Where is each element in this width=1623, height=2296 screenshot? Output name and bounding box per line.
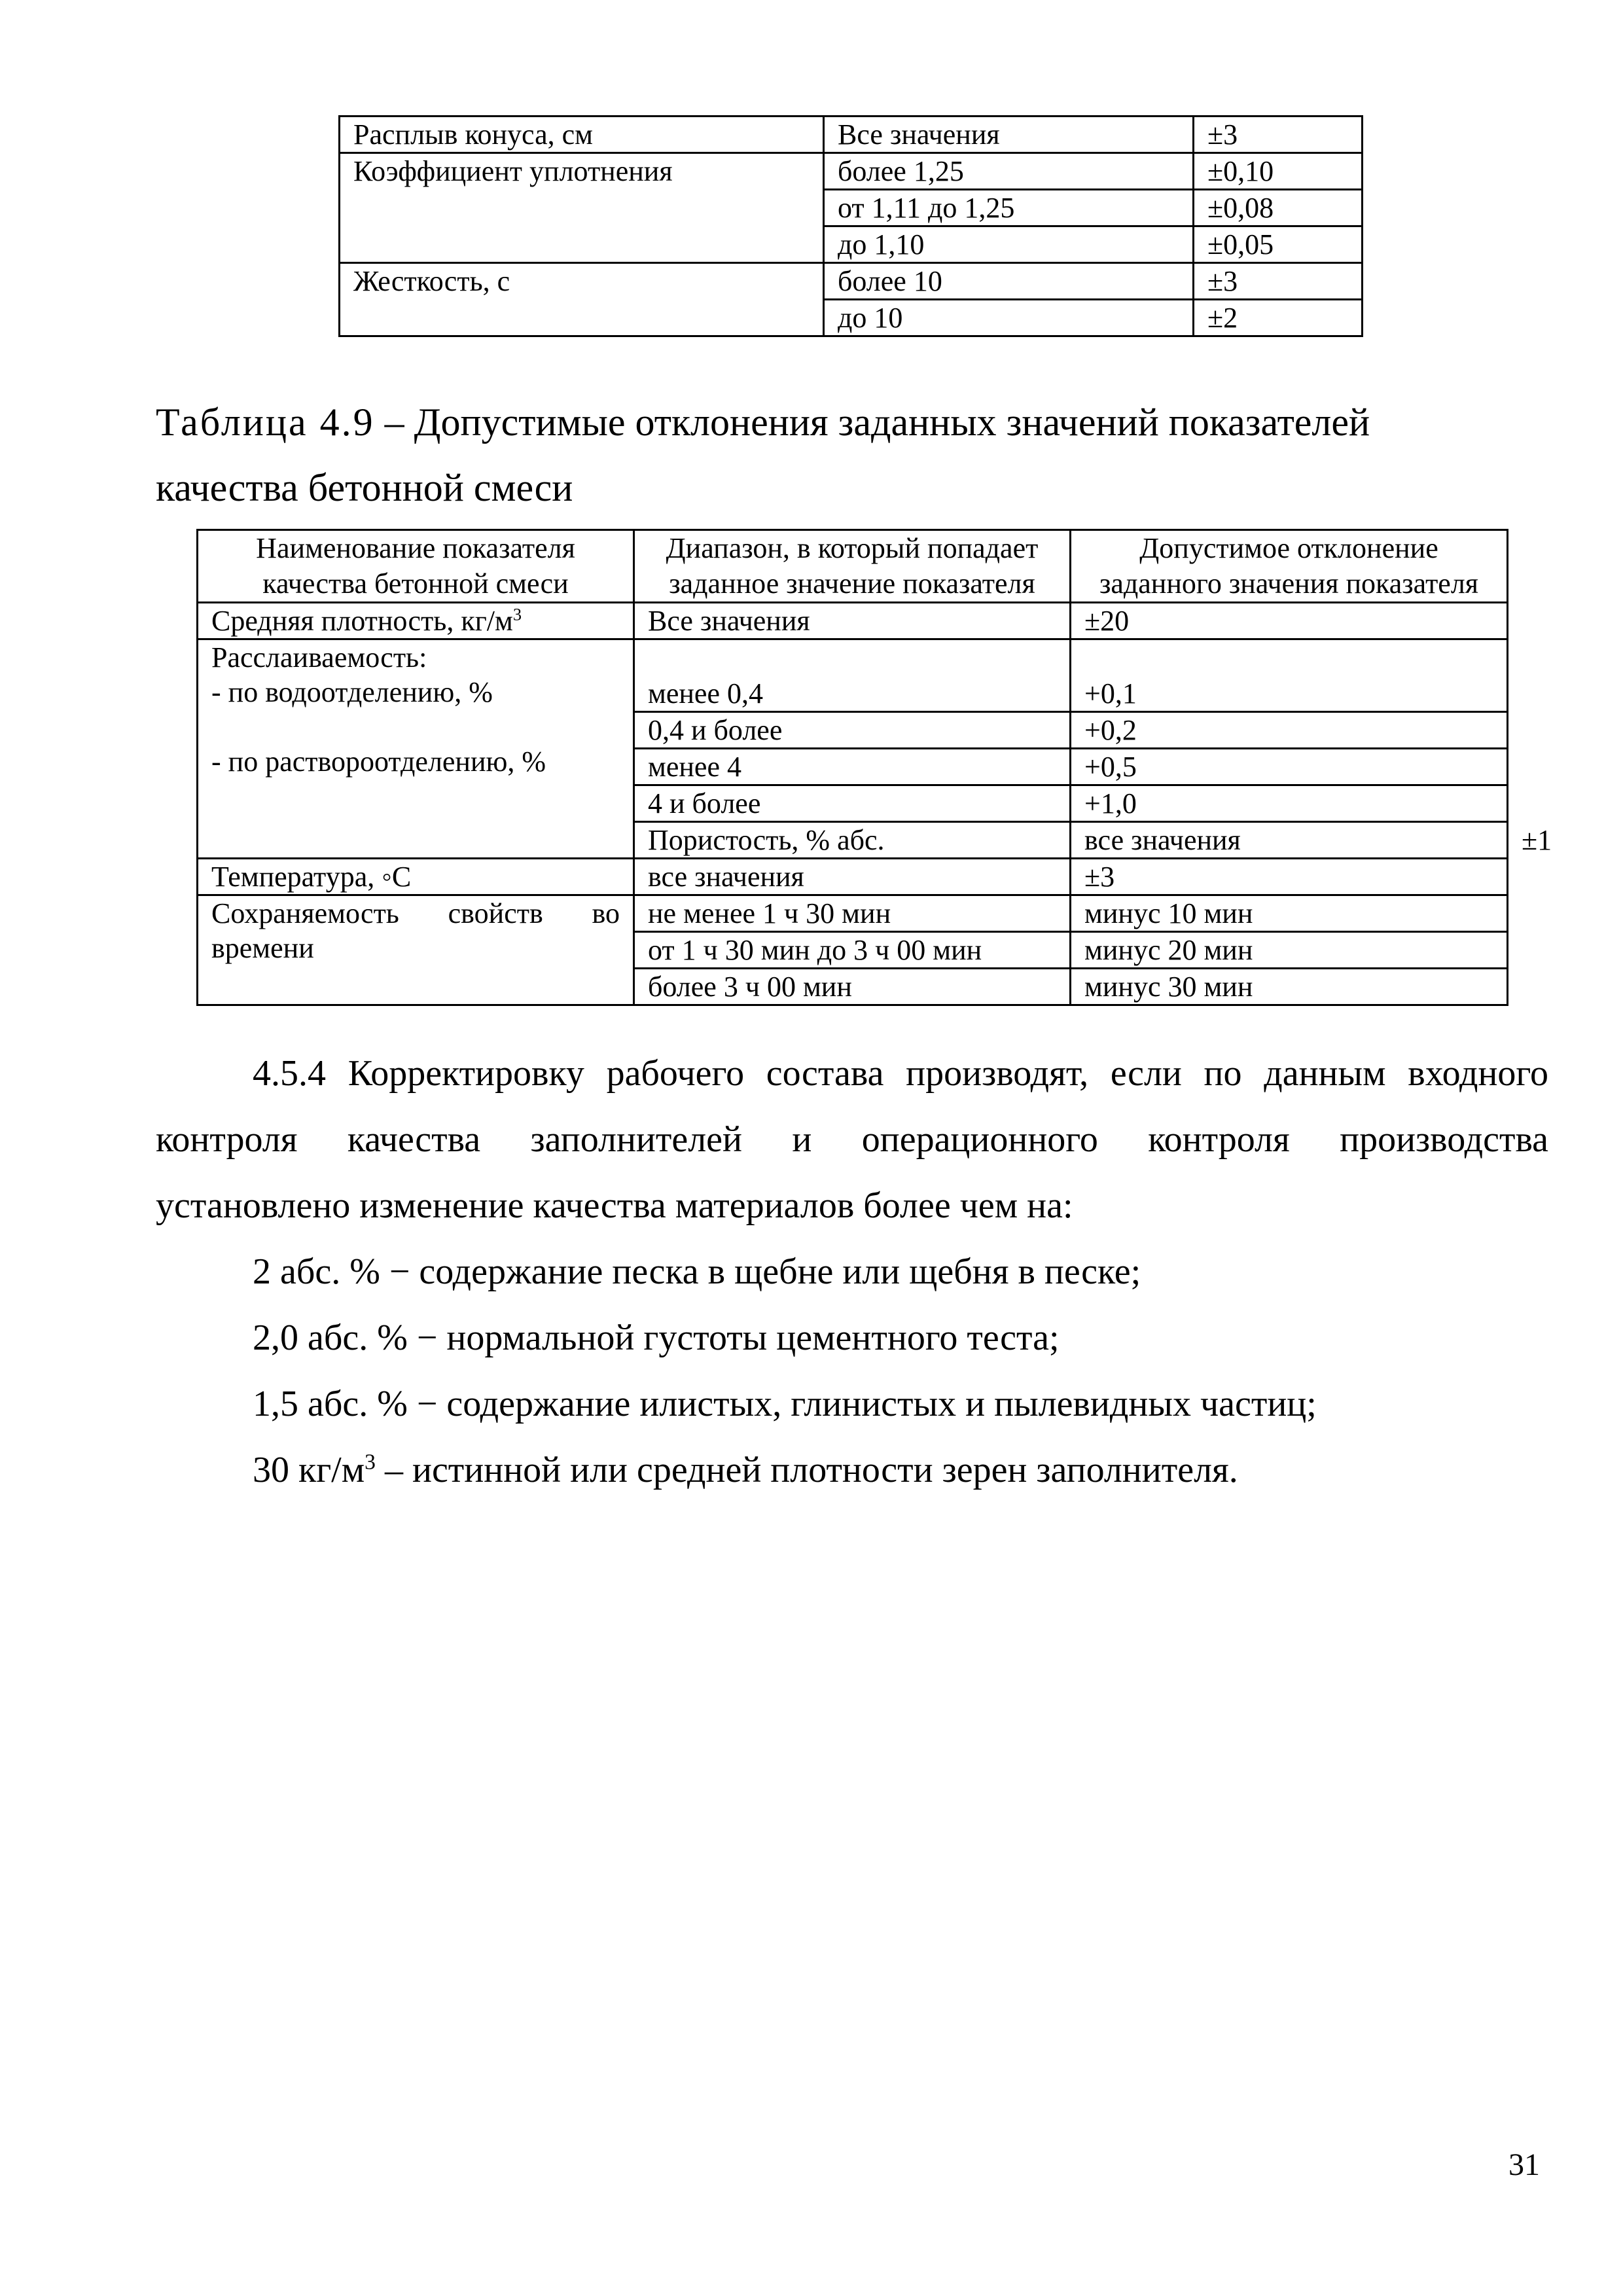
table-4-9 (196, 529, 1552, 1006)
table-cell: +0,1 (1071, 639, 1508, 712)
table-cell: Температура, ◦С (198, 859, 634, 895)
water-separation-label: - по водоотделению, % (211, 676, 493, 708)
table-cell: ±3 (1194, 263, 1363, 300)
table-row (198, 603, 1508, 639)
paragraph-4-5-4 (156, 1041, 1548, 1239)
table-cell: +0,5 (1071, 749, 1508, 785)
density-label: Средняя плотность, кг/м (211, 605, 513, 637)
table-cell: ±0,10 (1194, 153, 1363, 190)
table-cell: 4 и более (634, 785, 1071, 822)
table-row (340, 153, 1363, 190)
table-cell: Сохраняемость свойств во времени (198, 895, 634, 1005)
table-row (198, 639, 1508, 712)
table-cell (198, 603, 634, 639)
column-header: Диапазон, в который попадает заданное значение показателя (634, 530, 1071, 603)
table-cell: Все значения (634, 603, 1071, 639)
table-cell: до 1,10 (824, 226, 1194, 263)
table-cell: ±3 (1071, 859, 1508, 895)
table-cell: Жесткость, с (340, 263, 824, 336)
table-cell: от 1 ч 30 мин до 3 ч 00 мин (634, 932, 1071, 969)
paragraph-line: контроля качества заполнителей и операционного контроля производства (156, 1119, 1548, 1160)
table-cell: +0,2 (1071, 712, 1508, 749)
mortar-separation-label: - по раствороотделению, % (211, 745, 546, 778)
table-cell: +1,0 (1071, 785, 1508, 822)
column-header: Наименование показателя качества бетонной смеси (198, 530, 634, 603)
continuation-table (338, 115, 1363, 337)
table-row (340, 117, 1363, 153)
table-header-row (198, 530, 1508, 603)
table-cell: до 10 (824, 300, 1194, 336)
list-item: 1,5 абс. % − содержание илистых, глинистых и пылевидных частиц; (253, 1384, 1317, 1424)
unit-exponent: 3 (365, 1450, 376, 1475)
table-cell: все значения (634, 859, 1071, 895)
table-cell: более 10 (824, 263, 1194, 300)
table-cell: более 3 ч 00 мин (634, 969, 1071, 1005)
table-cell: ±2 (1194, 300, 1363, 336)
stratification-cell (198, 639, 634, 859)
page-number: 31 (1508, 2147, 1540, 2182)
table-cell: минус 30 мин (1071, 969, 1508, 1005)
table-cell: Пористость, % абс. (634, 822, 1071, 859)
table-cell: не менее 1 ч 30 мин (634, 895, 1071, 932)
table-cell: минус 20 мин (1071, 932, 1508, 969)
table-row (198, 859, 1508, 895)
table-row (198, 895, 1508, 932)
table-cell: от 1,11 до 1,25 (824, 190, 1194, 226)
list-item (253, 1437, 1548, 1503)
table-cell: 0,4 и более (634, 712, 1071, 749)
list-item: 2,0 абс. % − нормальной густоты цементного теста; (253, 1318, 1060, 1358)
table-cell: минус 10 мин (1071, 895, 1508, 932)
table-cell: Расплыв конуса, см (340, 117, 824, 153)
paragraph-line: 4.5.4 Корректировку рабочего состава производят, если по данным входного (253, 1053, 1548, 1094)
table-cell: менее 0,4 (634, 639, 1071, 712)
table-row (340, 263, 1363, 300)
table-cell: все значения (1071, 822, 1508, 859)
table-caption (156, 389, 1504, 520)
caption-text: – Допустимые отклонения заданных значений показателей качества бетонной смеси (156, 401, 1370, 509)
column-header: Допустимое отклонение заданного значения показателя (1071, 530, 1508, 603)
item-text: 30 кг/м (253, 1450, 365, 1490)
item-text: – истинной или средней плотности зерен заполнителя. (375, 1450, 1238, 1490)
table-cell: Коэффициент уплотнения (340, 153, 824, 263)
table-cell: Все значения (824, 117, 1194, 153)
table-cell: ±20 (1071, 603, 1508, 639)
table-cell: ±0,08 (1194, 190, 1363, 226)
table-cell: ±0,05 (1194, 226, 1363, 263)
table-row: Пористость, % абс. все значения ±1 (198, 822, 1508, 859)
table-cell: более 1,25 (824, 153, 1194, 190)
table-cell: менее 4 (634, 749, 1071, 785)
list-item: 2 абс. % − содержание песка в щебне или щебня в песке; (253, 1251, 1141, 1292)
caption-lead: Таблица 4.9 (156, 401, 375, 444)
stratification-label: Расслаиваемость: (211, 641, 427, 673)
table-cell: ±3 (1194, 117, 1363, 153)
density-unit-exponent: 3 (512, 604, 522, 624)
paragraph-line: установлено изменение качества материалов более чем на: (156, 1185, 1073, 1226)
